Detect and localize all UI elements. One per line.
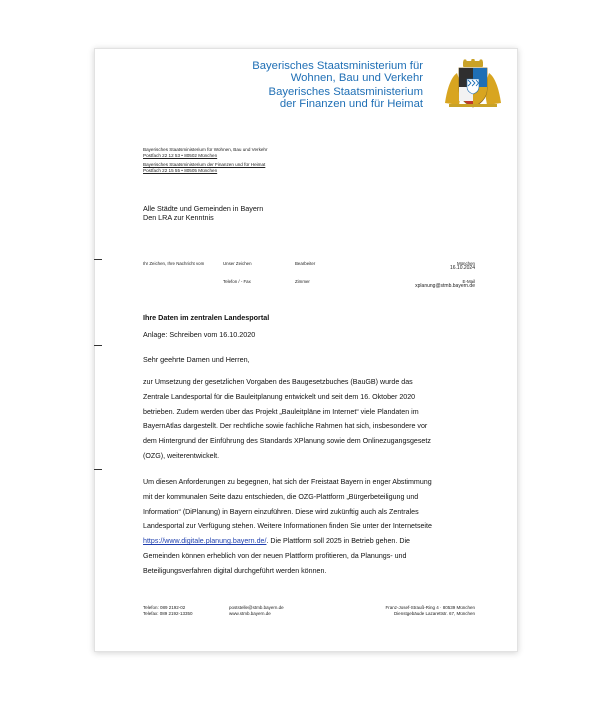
recipient-line2: Den LRA zur Kenntnis <box>143 213 214 223</box>
recipient-block <box>143 204 263 223</box>
footer-email: poststelle@stmb.bayern.de <box>229 605 284 610</box>
footer-address-2: Dienstgebäude Lazarettstr. 67, München <box>393 610 475 616</box>
bearbeiter-label: Bearbeiter <box>295 261 316 266</box>
paragraph-2-text-b: . Die Plattform soll 2025 in Betrieb gehen. Die Gemeinden können erheblich von der neuen Plattform profitieren, da Planungs- und Beteiligungsverfahren digital durchgeführt werden können. <box>143 537 410 575</box>
email-value: xplanung@stmb.bayern.de <box>415 283 475 289</box>
letter-attachment: Anlage: Schreiben vom 16.10.2020 <box>143 330 256 339</box>
telefon-fax-label: Telefon / - Fax <box>223 279 251 284</box>
zimmer-label: Zimmer <box>295 279 310 284</box>
footer-telefax: Telefax: 089 2192-13350 <box>143 610 193 616</box>
recipient-line1: Alle Städte und Gemeinden in Bayern <box>143 204 264 213</box>
letter-paragraph-2 <box>143 475 435 579</box>
punch-mark <box>94 345 102 346</box>
paragraph-2-text-a: Um diesen Anforderungen zu begegnen, hat sich der Freistaat Bayern in enger Abstimmung mit der kommunalen Seite dazu entschieden, die OZG-Plattform „Bürgerbeteiligung und Information“ (DiPlanung) in Bayern einzuführen. Diese wird zukünftig auch als Zentrales Landesportal zur Verfügung stehen. Weitere Informationen finden Sie unter der Internetseite <box>143 478 432 531</box>
sender-line1: Bayerisches Staatsministerium für Wohnen, Bau und Verkehr <box>143 147 268 152</box>
letter-page <box>94 48 518 652</box>
bavarian-coat-of-arms-icon <box>441 59 505 109</box>
fold-mark <box>94 469 102 470</box>
ministry1-line1: Bayerisches Staatsministerium für <box>252 60 423 72</box>
fold-mark <box>94 259 102 260</box>
footer-telefon: Telefon: 089 2192-02 <box>143 605 186 610</box>
sender-line4: Postfach 22 15 55 • 80505 München <box>143 167 218 173</box>
sender-address-block <box>143 147 268 173</box>
ministry2-line2: der Finanzen und für Heimat <box>279 97 423 110</box>
ihr-zeichen-label: Ihr Zeichen, Ihre Nachricht vom <box>143 261 205 266</box>
reference-row-2 <box>143 279 475 291</box>
ort-label: München <box>456 261 475 266</box>
letter-paragraph-1: zur Umsetzung der gesetzlichen Vorgaben des Baugesetzbuches (BauGB) wurde das Zentrale Landesportal für die Bauleitplanung entwickelt und seit dem 16. Oktober 2020 betrieben. Zudem werden über das Projekt „Bauleitpläne im Internet“ viele Plandaten im BayernAtlas dargestellt. Der rechtliche sowie fachliche Rahmen hat sich, insbesondere vor dem Hintergrund der Einführung des Standards XPlanung sowie dem Onlinezugangsgesetz (OZG), weiterentwickelt. <box>143 378 431 460</box>
ministry2-line1: Bayerisches Staatsministerium <box>268 86 423 98</box>
letter-salutation: Sehr geehrte Damen und Herren, <box>143 355 250 364</box>
ministry-header <box>252 61 423 110</box>
letter-subject: Ihre Daten im zentralen Landesportal <box>143 313 270 322</box>
ministry1-line2: Wohnen, Bau und Verkehr <box>290 71 423 84</box>
reference-row-1 <box>143 261 475 273</box>
unser-zeichen-label: Unser Zeichen <box>223 261 252 266</box>
footer-website: www.stmb.bayern.de <box>229 610 271 616</box>
sender-line3: Bayerisches Staatsministerium der Finanzen und für Heimat <box>143 162 266 168</box>
email-label: E-Mail <box>462 279 475 284</box>
date-value: 16.10.2024 <box>449 265 475 271</box>
sender-line2: Postfach 22 12 53 • 80502 München <box>143 152 218 158</box>
portal-link[interactable]: https://www.digitale.planung.bayern.de/ <box>143 537 267 546</box>
footer-address-1: Franz-Josef-Strauß-Ring 4 · 80539 München <box>385 605 475 610</box>
